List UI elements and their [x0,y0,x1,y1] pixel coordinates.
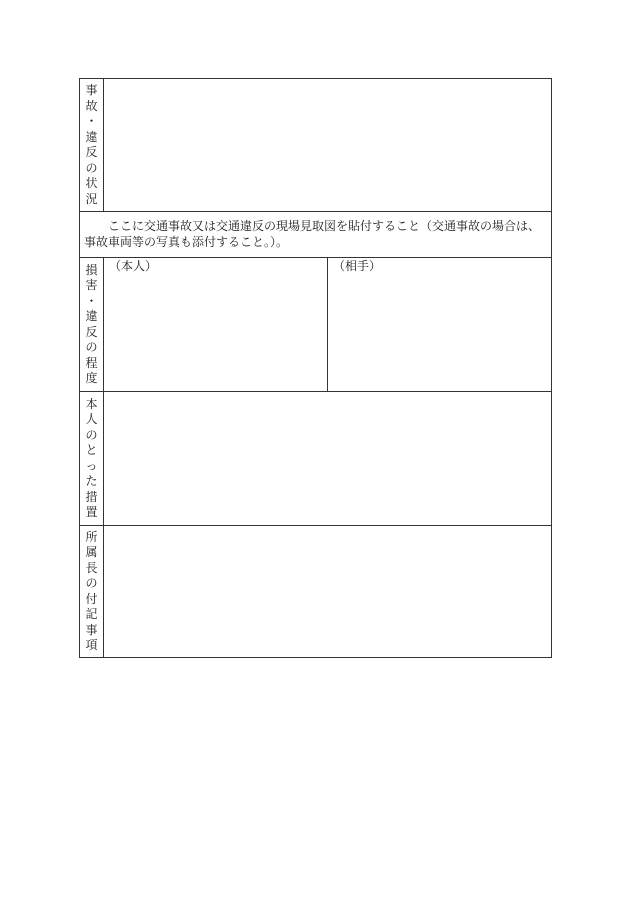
damage-label [80,258,104,391]
situation-label-char: ・ [85,114,98,128]
measures-entry-area[interactable] [104,392,551,525]
attachment-instruction: ここに交通事故又は交通違反の現場見取図を貼付すること（交通事故の場合は、事故車両等の写真も添付すること。）。 [84,219,541,249]
damage-row [80,258,551,392]
other-damage-cell[interactable] [328,258,551,391]
supervisor-label-char: 長 [85,560,98,575]
self-caption: （本人） [109,259,158,273]
supervisor-label-char: 事 [85,622,98,637]
supervisor-label-char: 項 [85,638,98,652]
measures-label-char: 人 [85,412,98,426]
measures-label-char: っ [85,458,98,473]
measures-label-char: と [85,443,98,457]
other-caption: （相手） [333,259,382,273]
damage-label-char: の [85,340,98,354]
situation-label-char: 反 [85,145,98,159]
damage-label-char: 程 [85,355,98,370]
measures-label-char: 本 [85,396,98,411]
measures-label [80,392,104,525]
supervisor-label-char: 記 [85,607,98,621]
self-damage-cell[interactable] [104,258,328,391]
supervisor-entry-area[interactable] [104,526,551,657]
situation-label-char: 事 [85,83,98,97]
supervisor-label [80,526,104,657]
measures-label-char: た [85,474,98,488]
situation-label-char: 状 [85,176,98,190]
situation-label-char: 況 [85,191,98,206]
situation-entry-area[interactable] [104,79,551,211]
measures-label-char: 措 [85,489,98,504]
supervisor-label-char: の [85,576,98,590]
situation-label-char: 故 [85,98,98,113]
supervisor-row [80,526,551,657]
damage-label-char: 損 [85,262,98,277]
damage-label-char: 反 [85,324,98,339]
situation-label-char: の [85,160,98,175]
supervisor-label-char: 属 [85,545,98,559]
measures-row [80,392,551,526]
damage-label-char: 害 [85,278,98,292]
measures-label-char: の [85,427,98,442]
report-form-table [79,78,552,658]
damage-label-char: 度 [85,371,98,385]
situation-row [80,79,551,212]
measures-label-char: 置 [85,505,98,519]
note-row [80,212,551,258]
supervisor-label-char: 付 [85,591,98,606]
damage-entry-area [104,258,551,391]
damage-label-char: ・ [85,293,98,308]
situation-label [80,79,104,211]
supervisor-label-char: 所 [85,529,98,544]
situation-label-char: 違 [85,129,98,144]
damage-label-char: 違 [85,309,98,323]
